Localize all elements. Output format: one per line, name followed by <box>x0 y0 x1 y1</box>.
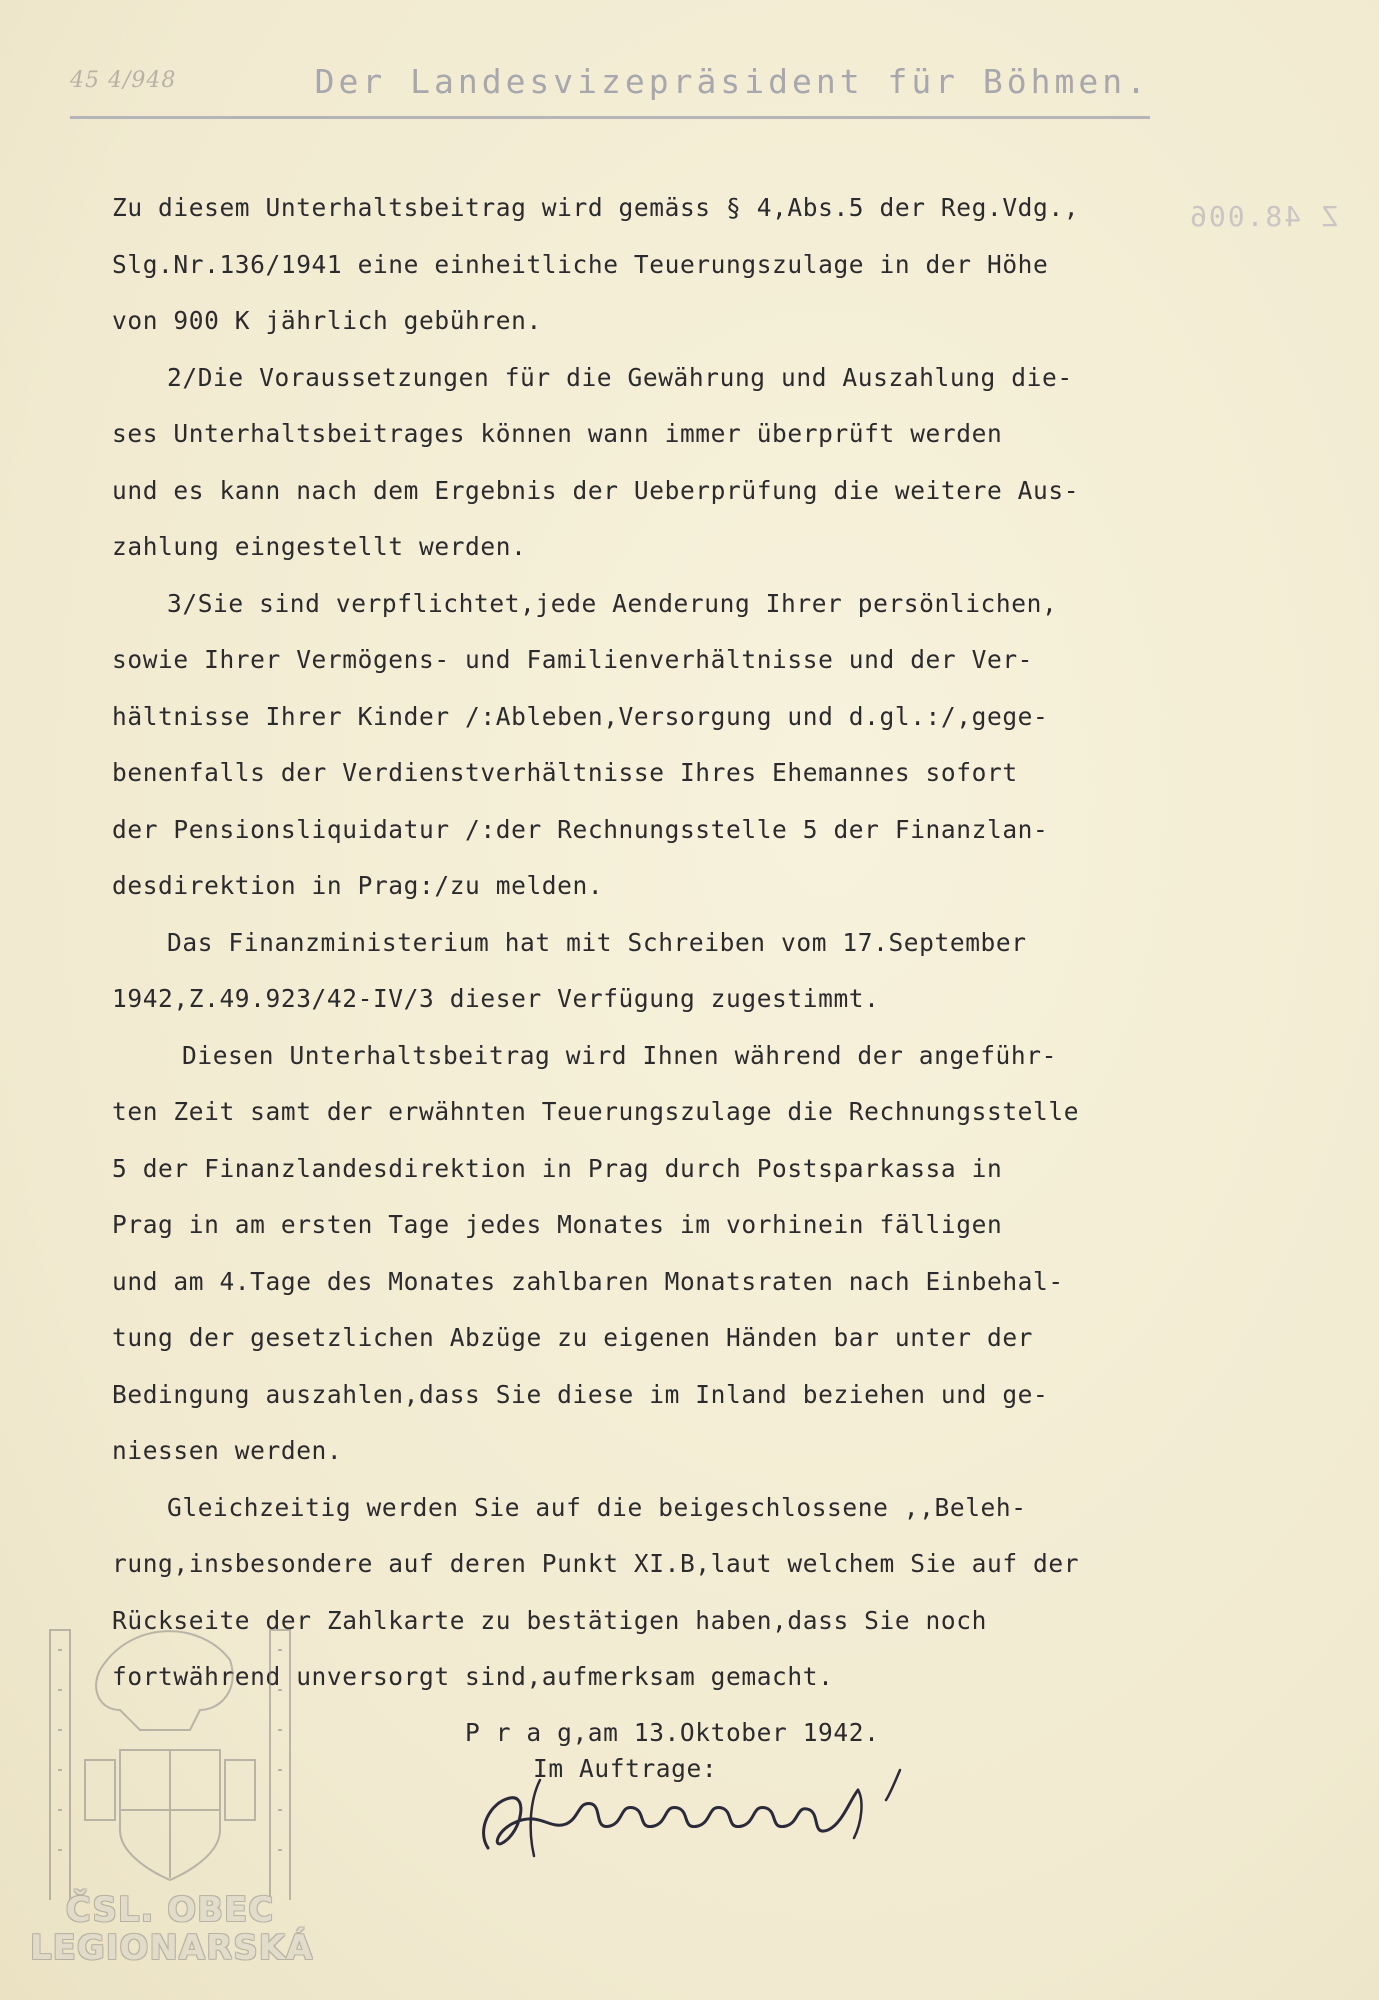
letter-body <box>112 180 1242 1706</box>
pencil-note: 45 4/948 <box>70 68 177 93</box>
body-line: 1942,Z.49.923/42-IV/3 dieser Verfügung zugestimmt. <box>112 984 880 1013</box>
body-line: tung der gesetzlichen Abzüge zu eigenen Händen bar unter der <box>112 1323 1034 1352</box>
stamp-text-line2: LEGIONARSKÁ <box>30 1928 314 1968</box>
by-order-line: Im Auftrage: <box>533 1754 718 1783</box>
reference-number: Z 48.006 <box>1188 200 1339 233</box>
stamp-text-line1: ČSL. OBEC <box>65 1890 275 1930</box>
body-line: Das Finanzministerium hat mit Schreiben vom 17.September <box>167 927 1027 957</box>
body-line: Slg.Nr.136/1941 eine einheitliche Teuerungszulage in der Höhe <box>112 249 1049 279</box>
body-line: ses Unterhaltsbeitrages können wann immer überprüft werden <box>112 419 1003 448</box>
body-line: von 900 K jährlich gebühren. <box>112 306 542 335</box>
body-line: hältnisse Ihrer Kinder /:Ableben,Versorgung und d.gl.:/,gege- <box>112 701 1049 731</box>
body-line: 3/Sie sind verpflichtet,jede Aenderung Ihrer persönlichen, <box>167 588 1058 618</box>
handwritten-signature <box>470 1760 930 1870</box>
issuing-authority: Der Landesvizepräsident für Böhmen. <box>314 62 1150 101</box>
body-line: und es kann nach dem Ergebnis der Ueberprüfung die weitere Aus- <box>112 475 1080 505</box>
body-line: ten Zeit samt der erwähnten Teuerungszulage die Rechnungsstelle <box>112 1097 1080 1126</box>
body-line: sowie Ihrer Vermögens- und Familienverhältnisse und der Ver- <box>112 645 1034 674</box>
body-line: Prag in am ersten Tage jedes Monates im vorhinein fälligen <box>112 1210 1003 1239</box>
body-line: der Pensionsliquidatur /:der Rechnungsstelle 5 der Finanzlan- <box>112 814 1049 844</box>
body-line: Rückseite der Zahlkarte zu bestätigen haben,dass Sie noch <box>112 1605 987 1635</box>
body-line: Bedingung auszahlen,dass Sie diese im Inland beziehen und ge- <box>112 1379 1049 1409</box>
body-line: rung,insbesondere auf deren Punkt XI.B,laut welchem Sie auf der <box>112 1549 1080 1578</box>
body-line: fortwährend unversorgt sind,aufmerksam gemacht. <box>112 1662 834 1691</box>
body-line: 5 der Finanzlandesdirektion in Prag durch Postsparkassa in <box>112 1153 1003 1183</box>
body-line: desdirektion in Prag:/zu melden. <box>112 871 604 900</box>
place-and-date: P r a g,am 13.Oktober 1942. <box>465 1718 880 1747</box>
body-line: Gleichzeitig werden Sie auf die beigeschlossene ,,Beleh- <box>167 1492 1027 1522</box>
body-line: und am 4.Tage des Monates zahlbaren Monatsraten nach Einbehal- <box>112 1266 1064 1296</box>
letterhead <box>70 60 1150 120</box>
body-line: Zu diesem Unterhaltsbeitrag wird gemäss § 4,Abs.5 der Reg.Vdg., <box>112 193 1080 222</box>
body-line: 2/Die Voraussetzungen für die Gewährung und Auszahlung die- <box>167 362 1073 392</box>
lion-emblem-icon <box>30 1610 310 1900</box>
body-line: benenfalls der Verdienstverhältnisse Ihres Ehemannes sofort <box>112 758 1018 787</box>
legion-watermark-stamp <box>30 1610 314 1970</box>
body-line: Diesen Unterhaltsbeitrag wird Ihnen während der angeführ- <box>182 1040 1057 1070</box>
letterhead-rule <box>70 116 1150 119</box>
body-line: niessen werden. <box>112 1436 343 1465</box>
body-line: zahlung eingestellt werden. <box>112 532 527 561</box>
